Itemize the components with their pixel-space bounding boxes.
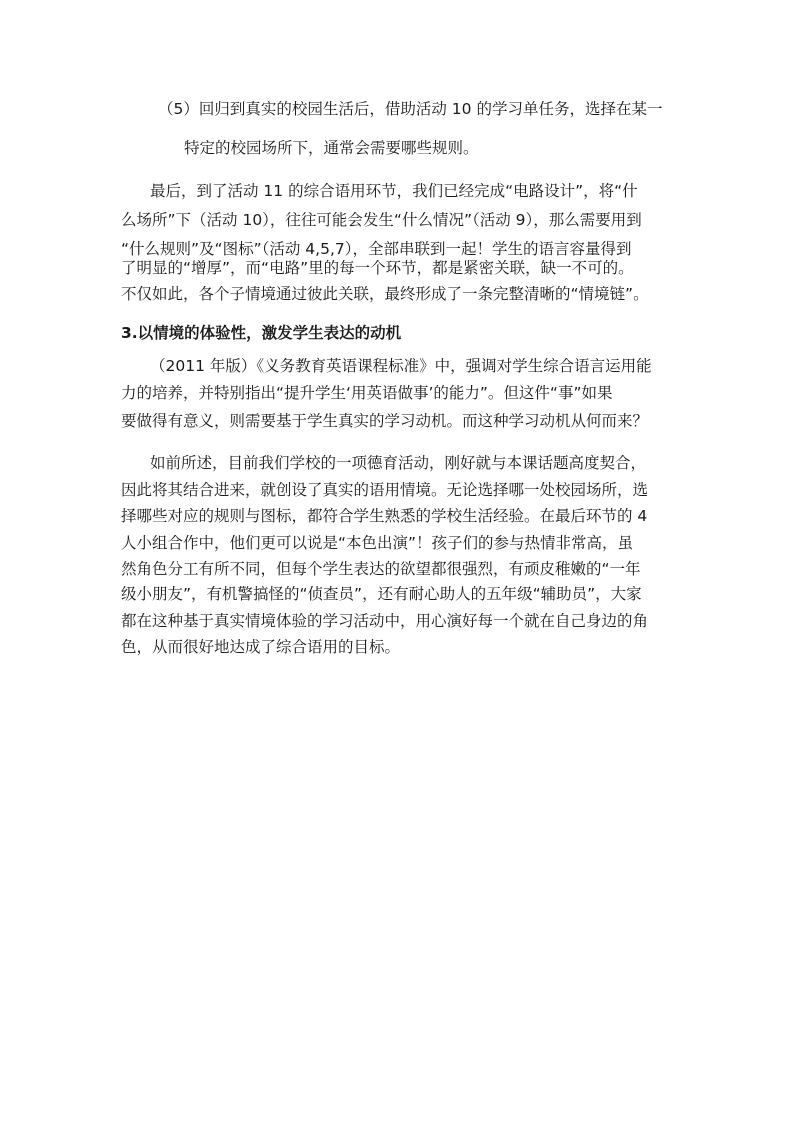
paragraph-1-line-1: 最后，到了活动 11 的综合语用环节，我们已经完成“电路设计”，将“什 xyxy=(150,182,638,200)
list-item-5-line-1: （5）回归到真实的校园生活后，借助活动 10 的学习单任务，选择在某一 xyxy=(158,100,663,118)
paragraph-3-line-3: 择哪些对应的规则与图标，都符合学生熟悉的学校生活经验。在最后环节的 4 xyxy=(121,507,648,525)
paragraph-1-line-4: 了明显的“增厚”，而“电路”里的每一个环节，都是紧密关联，缺一不可的。 xyxy=(121,259,634,277)
section-heading-3: 3.以情境的体验性，激发学生表达的动机 xyxy=(121,324,402,342)
paragraph-3-line-7: 都在这种基于真实情境体验的学习活动中，用心演好每一个就在自己身边的角 xyxy=(121,612,649,630)
paragraph-3-line-2: 因此将其结合进来，就创设了真实的语用情境。无论选择哪一处校园场所，选 xyxy=(121,481,649,499)
paragraph-1-line-2: 么场所”下（活动 10），往往可能会发生“什么情况”（活动 9），那么需要用到 xyxy=(121,211,642,229)
paragraph-3-line-4: 人小组合作中，他们更可以说是“本色出演”！孩子们的参与热情非常高，虽 xyxy=(121,534,634,552)
paragraph-3-line-1: 如前所述，目前我们学校的一项德育活动，刚好就与本课话题高度契合， xyxy=(150,454,647,472)
paragraph-1-line-3: “什么规则”及“图标”（活动 4,5,7），全部串联到一起！学生的语言容量得到 xyxy=(121,240,632,258)
paragraph-2-line-3: 要做得有意义，则需要基于学生真实的学习动机。而这种学习动机从何而来？ xyxy=(121,412,649,430)
paragraph-3-line-6: 级小朋友”，有机警搞怪的“侦查员”，还有耐心助人的五年级“辅助员”，大家 xyxy=(121,585,642,603)
paragraph-1-line-5: 不仅如此，各个子情境通过彼此关联，最终形成了一条完整清晰的“情境链”。 xyxy=(121,285,649,303)
paragraph-2-line-1: （2011 年版）《义务教育英语课程标准》中，强调对学生综合语言运用能 xyxy=(150,357,652,375)
list-item-5-line-2: 特定的校园场所下，通常会需要哪些规则。 xyxy=(184,139,479,157)
paragraph-3-line-8: 色，从而很好地达成了综合语用的目标。 xyxy=(121,638,401,656)
paragraph-3-line-5: 然角色分工有所不同，但每个学生表达的欲望都很强烈，有顽皮稚嫩的“一年 xyxy=(121,560,641,578)
paragraph-2-line-2: 力的培养，并特别指出“提升学生‘用英语做事’的能力”。但这件“事”如果 xyxy=(121,384,613,402)
